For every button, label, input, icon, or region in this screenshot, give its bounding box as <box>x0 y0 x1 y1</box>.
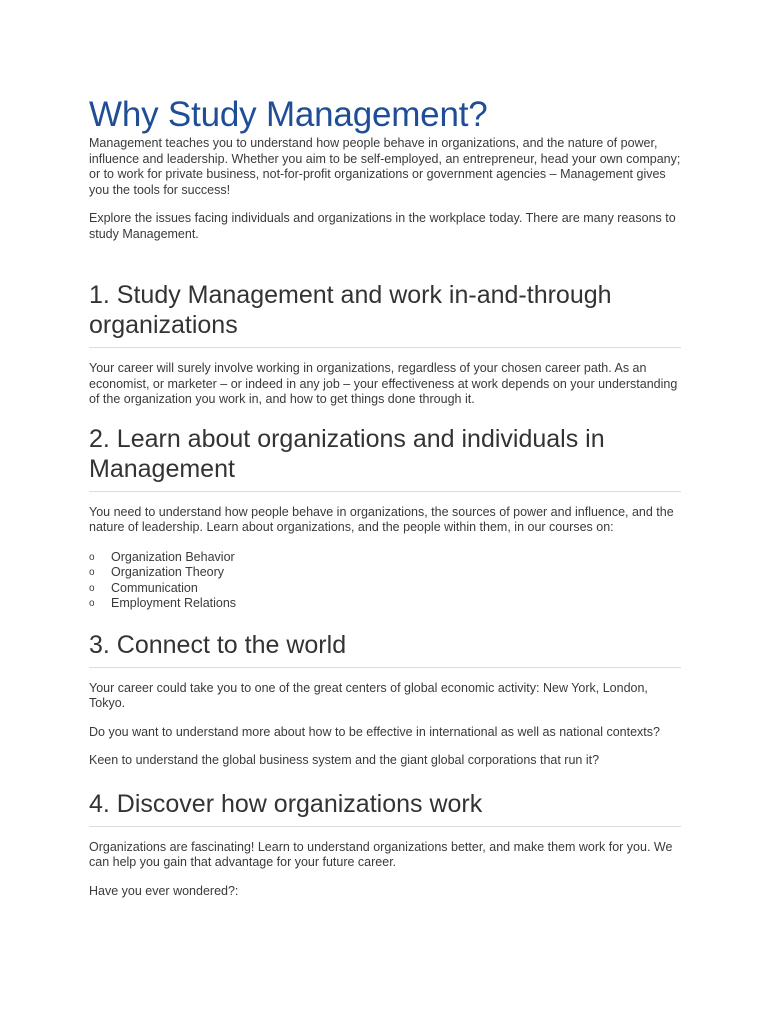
section-paragraph: Your career will surely involve working in organizations, regardless of your chosen career path. As an economist, or marketer – or indeed in any job – your effectiveness at work depends on your understanding of the organization you work in, and how to get things done through it. <box>89 361 678 406</box>
section-3 <box>89 630 681 769</box>
list-item <box>89 550 681 566</box>
list-item <box>89 581 681 597</box>
course-list <box>89 550 681 612</box>
section-heading: 2. Learn about organizations and individuals in Management <box>89 424 681 492</box>
list-item-label: Organization Theory <box>111 565 225 579</box>
section-paragraph: You need to understand how people behave in organizations, the sources of power and influence, and the nature of leadership. Learn about organizations, and the people within them, in our courses on: <box>89 504 674 534</box>
section-paragraph: Organizations are fascinating! Learn to understand organizations better, and make them work for you. We can help you gain that advantage for your future career. <box>89 839 673 869</box>
page-title: Why Study Management? <box>89 95 488 134</box>
list-item-label: Organization Behavior <box>111 549 235 564</box>
section-1 <box>89 280 681 408</box>
section-heading: 3. Connect to the world <box>89 630 681 668</box>
section-paragraph: Your career could take you to one of the great centers of global economic activity: New York, London, Tokyo. <box>89 680 648 710</box>
bullet-icon: o <box>89 551 95 563</box>
bullet-icon: o <box>89 567 95 578</box>
section-paragraph: Have you ever wondered?: <box>89 883 239 898</box>
list-item-label: Communication <box>111 580 198 595</box>
document-content <box>89 94 681 912</box>
intro-paragraph: Explore the issues facing individuals and organizations in the workplace today. There are many reasons to study Management. <box>89 211 676 241</box>
list-item <box>89 596 681 612</box>
section-heading: 4. Discover how organizations work <box>89 789 681 827</box>
section-paragraph: Keen to understand the global business system and the giant global corporations that run it? <box>89 753 600 767</box>
section-heading: 1. Study Management and work in-and-through organizations <box>89 280 681 348</box>
list-item <box>89 565 681 581</box>
intro-paragraph: Management teaches you to understand how people behave in organizations, and the nature of power, influence and leadership. Whether you aim to be self-employed, an entrepreneur, head your own company; or to work for private business, not-for-profit organizations or government agencies – Management gives you the tools for success! <box>89 136 681 197</box>
section-2 <box>89 424 681 612</box>
bullet-icon: o <box>89 598 95 609</box>
list-item-label: Employment Relations <box>111 596 237 610</box>
section-paragraph: Do you want to understand more about how to be effective in international as well as national contexts? <box>89 724 660 739</box>
bullet-icon: o <box>89 582 95 594</box>
section-4 <box>89 789 681 900</box>
